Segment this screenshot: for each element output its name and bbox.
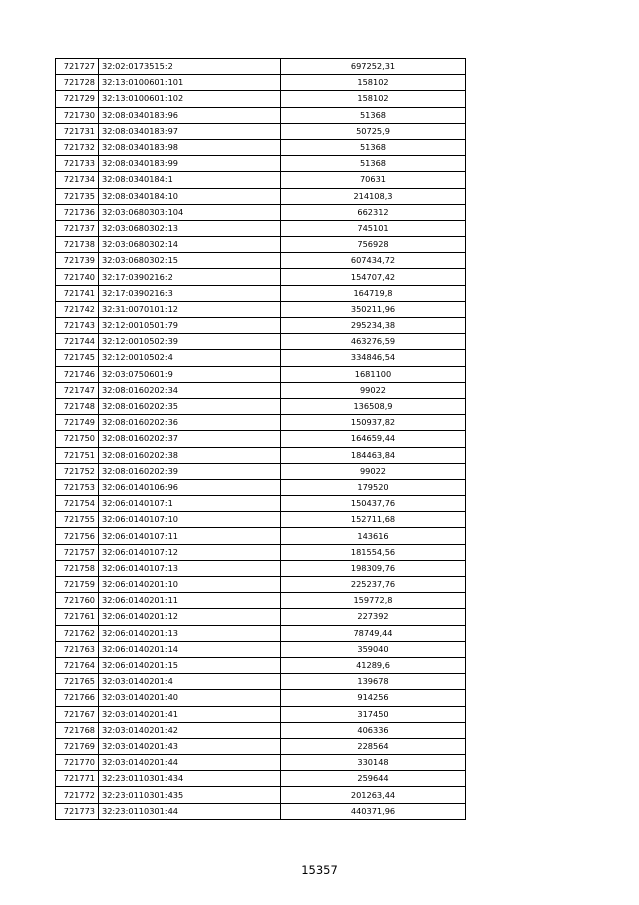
value-cell: 463276,59 [281, 334, 466, 350]
table-row [56, 431, 466, 447]
value-cell: 334846,54 [281, 350, 466, 366]
table-row [56, 334, 466, 350]
value-cell: 440371,96 [281, 803, 466, 819]
row-id-cell: 721771 [56, 771, 99, 787]
row-id-cell: 721765 [56, 674, 99, 690]
table-row [56, 787, 466, 803]
table-row [56, 172, 466, 188]
cadastral-number-cell: 32:08:0160202:36 [99, 415, 281, 431]
cadastral-number-cell: 32:17:0390216:3 [99, 285, 281, 301]
value-cell: 228564 [281, 738, 466, 754]
row-id-cell: 721745 [56, 350, 99, 366]
table-row [56, 318, 466, 334]
cadastral-number-cell: 32:08:0340184:10 [99, 188, 281, 204]
value-cell: 259644 [281, 771, 466, 787]
cadastral-number-cell: 32:06:0140107:13 [99, 560, 281, 576]
table-row [56, 755, 466, 771]
table-row [56, 771, 466, 787]
value-cell: 150437,76 [281, 496, 466, 512]
value-cell: 70631 [281, 172, 466, 188]
table-row [56, 674, 466, 690]
table-row [56, 75, 466, 91]
table-row [56, 577, 466, 593]
cadastral-number-cell: 32:08:0340184:1 [99, 172, 281, 188]
row-id-cell: 721751 [56, 447, 99, 463]
row-id-cell: 721733 [56, 156, 99, 172]
table-row [56, 657, 466, 673]
table-row [56, 463, 466, 479]
value-cell: 662312 [281, 204, 466, 220]
value-cell: 99022 [281, 463, 466, 479]
cadastral-number-cell: 32:08:0160202:38 [99, 447, 281, 463]
row-id-cell: 721740 [56, 269, 99, 285]
row-id-cell: 721742 [56, 301, 99, 317]
cadastral-number-cell: 32:23:0110301:435 [99, 787, 281, 803]
value-cell: 51368 [281, 107, 466, 123]
cadastral-number-cell: 32:03:0750601:9 [99, 366, 281, 382]
value-cell: 214108,3 [281, 188, 466, 204]
row-id-cell: 721766 [56, 690, 99, 706]
row-id-cell: 721753 [56, 479, 99, 495]
table-row [56, 593, 466, 609]
table-row [56, 285, 466, 301]
row-id-cell: 721760 [56, 593, 99, 609]
cadastral-number-cell: 32:02:0173515:2 [99, 59, 281, 75]
value-cell: 139678 [281, 674, 466, 690]
value-cell: 152711,68 [281, 512, 466, 528]
cadastral-number-cell: 32:08:0340183:99 [99, 156, 281, 172]
row-id-cell: 721732 [56, 139, 99, 155]
value-cell: 227392 [281, 609, 466, 625]
row-id-cell: 721749 [56, 415, 99, 431]
table-row [56, 738, 466, 754]
row-id-cell: 721752 [56, 463, 99, 479]
cadastral-number-cell: 32:13:0100601:101 [99, 75, 281, 91]
cadastral-number-cell: 32:06:0140201:11 [99, 593, 281, 609]
value-cell: 164659,44 [281, 431, 466, 447]
table-row [56, 59, 466, 75]
table-row [56, 398, 466, 414]
cadastral-number-cell: 32:03:0680303:104 [99, 204, 281, 220]
cadastral-number-cell: 32:06:0140106:96 [99, 479, 281, 495]
row-id-cell: 721748 [56, 398, 99, 414]
value-cell: 51368 [281, 139, 466, 155]
value-cell: 317450 [281, 706, 466, 722]
cadastral-number-cell: 32:12:0010501:79 [99, 318, 281, 334]
table-row [56, 528, 466, 544]
cadastral-number-cell: 32:06:0140107:11 [99, 528, 281, 544]
cadastral-number-cell: 32:06:0140201:13 [99, 625, 281, 641]
value-cell: 181554,56 [281, 544, 466, 560]
page-number: 15357 [301, 863, 338, 877]
row-id-cell: 721750 [56, 431, 99, 447]
cadastral-number-cell: 32:12:0010502:4 [99, 350, 281, 366]
row-id-cell: 721729 [56, 91, 99, 107]
cadastral-number-cell: 32:03:0140201:43 [99, 738, 281, 754]
table-row [56, 123, 466, 139]
table-row [56, 544, 466, 560]
row-id-cell: 721735 [56, 188, 99, 204]
value-cell: 330148 [281, 755, 466, 771]
row-id-cell: 721728 [56, 75, 99, 91]
row-id-cell: 721741 [56, 285, 99, 301]
table-row [56, 706, 466, 722]
cadastral-number-cell: 32:03:0680302:15 [99, 253, 281, 269]
table-row [56, 139, 466, 155]
cadastral-number-cell: 32:08:0160202:37 [99, 431, 281, 447]
table-row [56, 107, 466, 123]
cadastral-number-cell: 32:06:0140107:12 [99, 544, 281, 560]
table-row [56, 382, 466, 398]
cadastral-number-cell: 32:06:0140107:10 [99, 512, 281, 528]
table-row [56, 366, 466, 382]
table-row [56, 301, 466, 317]
table-row [56, 609, 466, 625]
row-id-cell: 721759 [56, 577, 99, 593]
cadastral-number-cell: 32:03:0680302:14 [99, 237, 281, 253]
row-id-cell: 721768 [56, 722, 99, 738]
row-id-cell: 721763 [56, 641, 99, 657]
row-id-cell: 721743 [56, 318, 99, 334]
row-id-cell: 721756 [56, 528, 99, 544]
value-cell: 184463,84 [281, 447, 466, 463]
value-cell: 406336 [281, 722, 466, 738]
value-cell: 1681100 [281, 366, 466, 382]
table-row [56, 188, 466, 204]
value-cell: 51368 [281, 156, 466, 172]
value-cell: 143616 [281, 528, 466, 544]
row-id-cell: 721757 [56, 544, 99, 560]
table-row [56, 447, 466, 463]
value-cell: 50725,9 [281, 123, 466, 139]
row-id-cell: 721758 [56, 560, 99, 576]
table-row [56, 415, 466, 431]
row-id-cell: 721734 [56, 172, 99, 188]
value-cell: 150937,82 [281, 415, 466, 431]
value-cell: 198309,76 [281, 560, 466, 576]
row-id-cell: 721754 [56, 496, 99, 512]
table-row [56, 237, 466, 253]
row-id-cell: 721767 [56, 706, 99, 722]
cadastral-number-cell: 32:06:0140201:15 [99, 657, 281, 673]
cadastral-number-cell: 32:06:0140201:12 [99, 609, 281, 625]
row-id-cell: 721755 [56, 512, 99, 528]
value-cell: 295234,38 [281, 318, 466, 334]
row-id-cell: 721770 [56, 755, 99, 771]
row-id-cell: 721731 [56, 123, 99, 139]
table-row [56, 512, 466, 528]
cadastral-number-cell: 32:03:0140201:42 [99, 722, 281, 738]
cadastral-number-cell: 32:03:0680302:13 [99, 220, 281, 236]
value-cell: 697252,31 [281, 59, 466, 75]
row-id-cell: 721747 [56, 382, 99, 398]
row-id-cell: 721738 [56, 237, 99, 253]
cadastral-number-cell: 32:03:0140201:44 [99, 755, 281, 771]
value-cell: 914256 [281, 690, 466, 706]
value-cell: 158102 [281, 91, 466, 107]
table-row [56, 803, 466, 819]
row-id-cell: 721737 [56, 220, 99, 236]
value-cell: 756928 [281, 237, 466, 253]
value-cell: 158102 [281, 75, 466, 91]
cadastral-number-cell: 32:06:0140201:10 [99, 577, 281, 593]
value-cell: 164719,8 [281, 285, 466, 301]
cadastral-number-cell: 32:12:0010502:39 [99, 334, 281, 350]
row-id-cell: 721730 [56, 107, 99, 123]
value-cell: 179520 [281, 479, 466, 495]
cadastral-number-cell: 32:03:0140201:40 [99, 690, 281, 706]
value-cell: 99022 [281, 382, 466, 398]
cadastral-number-cell: 32:06:0140107:1 [99, 496, 281, 512]
table-row [56, 722, 466, 738]
cadastral-number-cell: 32:08:0340183:96 [99, 107, 281, 123]
row-id-cell: 721727 [56, 59, 99, 75]
cadastral-number-cell: 32:08:0160202:35 [99, 398, 281, 414]
cadastral-number-cell: 32:23:0110301:434 [99, 771, 281, 787]
table-row [56, 350, 466, 366]
row-id-cell: 721762 [56, 625, 99, 641]
table-row [56, 479, 466, 495]
row-id-cell: 721772 [56, 787, 99, 803]
cadastral-number-cell: 32:03:0140201:4 [99, 674, 281, 690]
row-id-cell: 721739 [56, 253, 99, 269]
row-id-cell: 721764 [56, 657, 99, 673]
cadastral-number-cell: 32:08:0340183:97 [99, 123, 281, 139]
table-body [56, 59, 466, 820]
cadastral-number-cell: 32:08:0340183:98 [99, 139, 281, 155]
cadastral-number-cell: 32:31:0070101:12 [99, 301, 281, 317]
row-id-cell: 721744 [56, 334, 99, 350]
table-row [56, 156, 466, 172]
value-cell: 136508,9 [281, 398, 466, 414]
value-cell: 41289,6 [281, 657, 466, 673]
cadastral-number-cell: 32:13:0100601:102 [99, 91, 281, 107]
value-cell: 745101 [281, 220, 466, 236]
cadastral-number-cell: 32:08:0160202:39 [99, 463, 281, 479]
row-id-cell: 721769 [56, 738, 99, 754]
table-row [56, 204, 466, 220]
table-row [56, 253, 466, 269]
cadastral-number-cell: 32:06:0140201:14 [99, 641, 281, 657]
value-cell: 225237,76 [281, 577, 466, 593]
table-row [56, 220, 466, 236]
table-row [56, 269, 466, 285]
value-cell: 350211,96 [281, 301, 466, 317]
table-row [56, 91, 466, 107]
table-row [56, 496, 466, 512]
value-cell: 78749,44 [281, 625, 466, 641]
value-cell: 359040 [281, 641, 466, 657]
cadastral-number-cell: 32:17:0390216:2 [99, 269, 281, 285]
row-id-cell: 721746 [56, 366, 99, 382]
table-row [56, 625, 466, 641]
cadastral-number-cell: 32:08:0160202:34 [99, 382, 281, 398]
row-id-cell: 721761 [56, 609, 99, 625]
value-cell: 201263,44 [281, 787, 466, 803]
value-cell: 607434,72 [281, 253, 466, 269]
cadastral-value-table [55, 58, 466, 820]
table-row [56, 560, 466, 576]
value-cell: 159772,8 [281, 593, 466, 609]
value-cell: 154707,42 [281, 269, 466, 285]
row-id-cell: 721736 [56, 204, 99, 220]
table-row [56, 641, 466, 657]
cadastral-number-cell: 32:03:0140201:41 [99, 706, 281, 722]
row-id-cell: 721773 [56, 803, 99, 819]
cadastral-number-cell: 32:23:0110301:44 [99, 803, 281, 819]
table-row [56, 690, 466, 706]
